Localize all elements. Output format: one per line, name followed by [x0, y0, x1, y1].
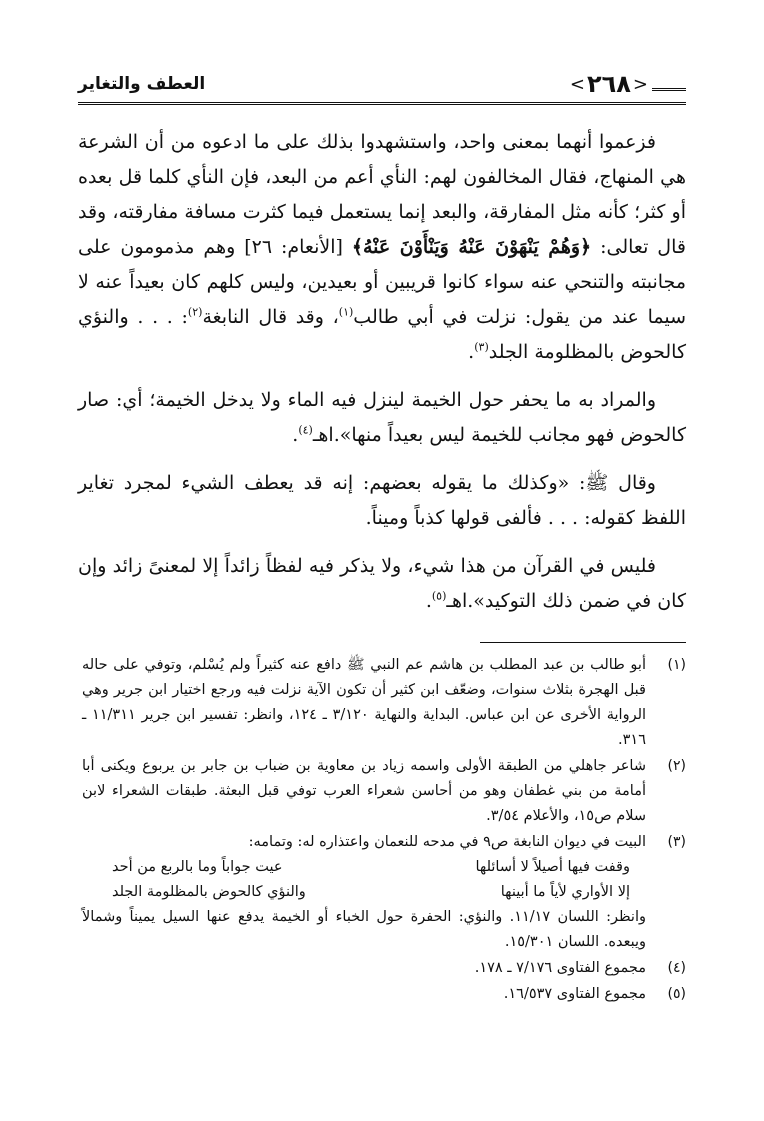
- footnote-number: (٤): [667, 960, 686, 976]
- page-number-box: [570, 70, 648, 98]
- ornament-bracket-icon: >: [569, 73, 585, 95]
- footnote-intro: البيت في ديوان النابغة ص٩ في مدحه للنعمان واعتذاره له: وتمامه:: [248, 834, 646, 850]
- poem-line: [82, 855, 646, 880]
- footnote-text: [82, 830, 646, 955]
- footnote: [82, 982, 686, 1007]
- footnote-text: أبو طالب بن عبد المطلب بن هاشم عم النبي ﷺ دافع عنه كثيراً ولم يُسْلم، وتوفي على حاله قبل الهجرة بثلاث سنوات، وضعّف ابن كثير أن تكون الآية نزلت فيه ورجع اختيار ابن جرير وهي الرواية الأخرى عن ابن عباس. البداية والنهاية ٣/١٢٠ ـ ١٢٤، وانظر: تفسير ابن جرير ١١/٣١١ ـ ٣١٦.: [82, 657, 647, 748]
- footnote: [82, 754, 686, 829]
- paragraph: وقال ﷺ: «وكذلك ما يقوله بعضهم: إنه قد يعطف الشيء لمجرد تغاير اللفظ كقوله: . . . فألفى قولها كذباً وميناً.: [78, 472, 686, 529]
- footnote-outro: وانظر: اللسان ١١/١٧. والنؤي: الحفرة حول الخباء أو الخيمة يدفع عنها السيل يميناً وشمالاً ويبعده. اللسان ١٥/٣٠١.: [82, 909, 646, 950]
- footnote-ref[interactable]: (٣): [474, 340, 489, 354]
- footnote-separator: [480, 642, 686, 643]
- poem-hemistich: عيت جواباً وما بالربع من أحد: [112, 859, 283, 875]
- footnote-number: (١): [667, 657, 686, 673]
- footnote-text: مجموع الفتاوى ٧/١٧٦ ـ ١٧٨.: [474, 960, 646, 976]
- footnote-text: شاعر جاهلي من الطبقة الأولى واسمه زياد بن معاوية بن ضباب بن جابر بن يربوع ويكنى أبا أمامة من بني غطفان وهو من أحاسن شعراء العرب توفي قبل البعثة. طبقات الشعراء لابن سلام ص١٥، والأعلام ٣/٥٤.: [82, 758, 646, 824]
- footnote-ref[interactable]: (٥): [431, 589, 447, 603]
- ornament-bracket-icon: <: [632, 73, 648, 95]
- page-header: [78, 68, 686, 108]
- footnotes: [82, 653, 686, 1008]
- poem-hemistich: وقفت فيها أصيلاً لا أسائلها: [475, 859, 630, 875]
- quran-verse: ﴿وَهُمْ يَنْهَوْنَ عَنْهُ وَيَنْأَوْنَ عَنْهُ﴾: [351, 236, 592, 258]
- section-title: العطف والتغاير: [78, 74, 206, 94]
- poem-hemistich: إلا الأواري لأياً ما أبينها: [500, 884, 630, 900]
- paragraph: فزعموا أنهما بمعنى واحد، واستشهدوا بذلك على ما ادعوه من أن الشرعة هي المنهاج، فقال المخالفون لهم: النأي أعم من البعد، فإن النأي كلما قل بعده أو كثر؛ كأنه مثل المفارقة، والبعد إنما يستعمل فيما كثرت مسافة مفارقته، وقد قال تعالى: ﴿وَهُمْ يَنْهَوْنَ عَنْهُ وَيَنْأَوْنَ عَنْهُ﴾ [الأنعام: ٢٦] وهم مذمومون على مجانبته والتنحي عنه سواء كانوا قريبين أو بعيدين، وليس كلهم كان بعيداً عنه لا سيما عند من يقول: نزلت في أبي طالب$^{(١)}$، وقد قال النابغة$^{(٢)}$: . . . والنؤي كالحوض بالمظلومة الجلد$^{(٣)}$.: [78, 131, 686, 363]
- main-text: [78, 125, 686, 632]
- paragraph: والمراد به ما يحفر حول الخيمة لينزل فيه الماء ولا يدخل الخيمة؛ أي: صار كالحوض فهو مجانب للخيمة ليس بعيداً منها».اهـ$^{(٤)}$.: [78, 389, 686, 446]
- footnote-text: مجموع الفتاوى ١٦/٥٣٧.: [503, 986, 646, 1002]
- poem-line: [82, 880, 646, 905]
- footnote-ref[interactable]: (١): [338, 305, 354, 319]
- poem-hemistich: والنؤي كالحوض بالمظلومة الجلد: [112, 884, 306, 900]
- footnote-ref[interactable]: (٤): [298, 423, 313, 437]
- footnote-number: (٣): [667, 834, 686, 850]
- footnote: [82, 956, 686, 981]
- footnote-ref[interactable]: (٢): [187, 305, 203, 319]
- footnote-number: (٥): [667, 986, 686, 1002]
- paragraph: فليس في القرآن من هذا شيء، ولا يذكر فيه لفظاً زائداً إلا لمعنىً زائد وإن كان في ضمن ذلك التوكيد».اهـ$^{(٥)}$.: [78, 555, 686, 612]
- footnote: [82, 653, 686, 753]
- header-rule: [78, 102, 686, 105]
- header-ornament-rule: [652, 88, 686, 91]
- page-number: ٢٦٨: [586, 70, 631, 98]
- footnote-number: (٢): [667, 758, 686, 774]
- footnote: [82, 830, 686, 955]
